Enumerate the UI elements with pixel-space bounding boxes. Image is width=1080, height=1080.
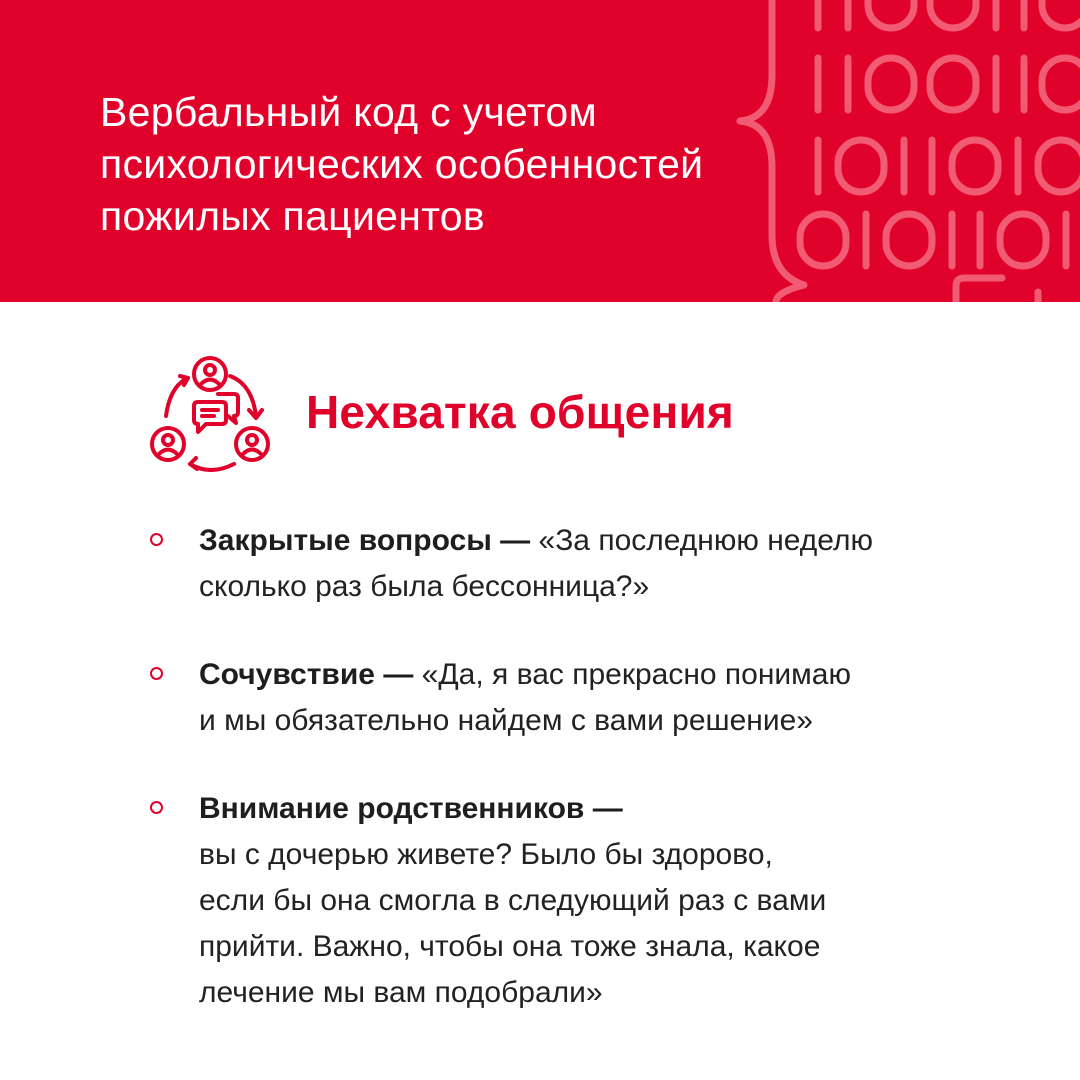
bullet-list: [150, 518, 1030, 1016]
title-line: психологических особенностей: [100, 141, 704, 187]
section-title: Нехватка общения: [306, 386, 734, 438]
bullet-line: [199, 518, 1030, 564]
bullet-text: [199, 518, 1030, 610]
title-line: Вербальный код с учетом: [100, 89, 597, 135]
bullet-marker-icon: [150, 533, 163, 546]
bullet-line: вы с дочерью живете? Было бы здорово,: [199, 838, 773, 871]
bullet-line: сколько раз была бессонница?»: [199, 570, 650, 603]
list-item: [150, 518, 1030, 610]
list-item: [150, 786, 1030, 1016]
group-communication-icon: [148, 352, 272, 472]
bullet-term: Внимание родственников —: [199, 792, 623, 825]
bullet-text: [199, 652, 1030, 744]
title-line: пожилых пациентов: [100, 193, 485, 239]
bullet-line: [199, 652, 1030, 698]
list-item: [150, 652, 1030, 744]
section-header: [148, 352, 734, 472]
bullet-line: [199, 786, 1030, 832]
bullet-line: и мы обязательно найдем с вами решение»: [199, 704, 813, 737]
bullet-line-rest: «Да, я вас прекрасно понимаю: [413, 658, 851, 691]
bullet-marker-icon: [150, 667, 163, 680]
bullet-line: если бы она смогла в следующий раз с вами: [199, 884, 827, 917]
bullet-line: прийти. Важно, чтобы она тоже знала, какое: [199, 930, 821, 963]
bullet-line: лечение мы вам подобрали»: [199, 976, 603, 1009]
bullet-term: Сочувствие —: [199, 658, 414, 691]
bullet-line-rest: «За последнюю неделю: [530, 524, 873, 557]
page-title: [100, 86, 860, 242]
bullet-text: [199, 786, 1030, 1016]
bullet-marker-icon: [150, 801, 163, 814]
title-banner: [0, 0, 1080, 302]
bullet-term: Закрытые вопросы —: [199, 524, 531, 557]
